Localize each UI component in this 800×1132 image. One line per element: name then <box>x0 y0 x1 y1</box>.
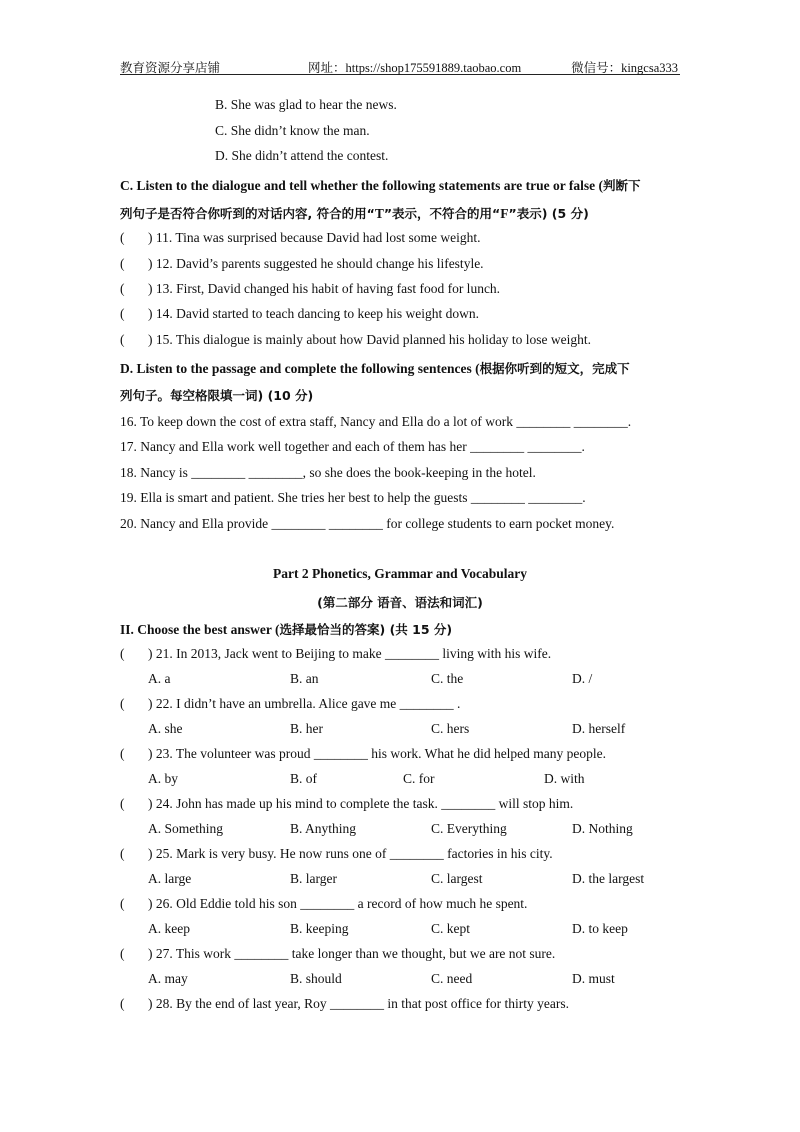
option-b: B. She was glad to hear the news. <box>215 97 397 112</box>
option-c: C. She didn’t know the man. <box>215 123 370 138</box>
tf-item-11: ( ) 11. Tina was surprised because David had lost some weight. <box>120 230 481 245</box>
fill-item-19: 19. Ella is smart and patient. She tries her best to help the guests ________ ________. <box>120 490 586 505</box>
fill-item-17: 17. Nancy and Ella work well together and each of them has her ________ ________. <box>120 439 585 454</box>
mc-option-c: C. Everything <box>431 821 507 836</box>
mc-option-c: C. need <box>431 971 473 986</box>
mc-option-c: C. largest <box>431 871 483 886</box>
mc-question-21: ( ) 21. In 2013, Jack went to Beijing to make ________ living with his wife. <box>120 646 552 661</box>
mc-option-a: A. keep <box>148 921 190 936</box>
mc-option-d: D. must <box>572 971 615 986</box>
tf-item-13: ( ) 13. First, David changed his habit of having fast food for lunch. <box>120 281 501 296</box>
mc-option-b: B. her <box>290 721 323 736</box>
section-c-title-line2: 列句子是否符合你听到的对话内容, 符合的用“T”表示，不符合的用“F”表示) (5 分) <box>120 206 589 221</box>
mc-option-d: D. Nothing <box>572 821 633 836</box>
mc-option-b: B. of <box>290 771 317 786</box>
option-d: D. She didn’t attend the contest. <box>215 148 389 163</box>
mc-option-c: C. hers <box>431 721 470 736</box>
mc-question-24: ( ) 24. John has made up his mind to complete the task. ________ will stop him. <box>120 796 574 811</box>
mc-question-25: ( ) 25. Mark is very busy. He now runs one of ________ factories in his city. <box>120 846 553 861</box>
page-header <box>120 56 680 75</box>
part2-subtitle: (第二部分 语音、语法和词汇) <box>317 595 483 610</box>
shop-name: 教育资源分享店铺 <box>120 61 221 75</box>
mc-question-26: ( ) 26. Old Eddie told his son ________ a record of how much he spent. <box>120 896 528 911</box>
mc-option-d: D. with <box>544 771 585 786</box>
section-c-title-cjk: 判断下 <box>602 178 641 193</box>
tf-item-14: ( ) 14. David started to teach dancing to keep his weight down. <box>120 306 480 321</box>
mc-option-a: A. Something <box>148 821 224 836</box>
tf-item-12: ( ) 12. David’s parents suggested he should change his lifestyle. <box>120 256 484 271</box>
section-c-title-en: C. Listen to the dialogue and tell whether the following statements are true or false ( <box>120 178 603 193</box>
mc-option-b: B. larger <box>290 871 337 886</box>
fill-item-20: 20. Nancy and Ella provide ________ ________ for college students to earn pocket money. <box>120 516 615 531</box>
fill-item-18: 18. Nancy is ________ ________, so she does the book-keeping in the hotel. <box>120 465 536 480</box>
mc-option-a: A. by <box>148 771 178 786</box>
mc-option-c: C. kept <box>431 921 470 936</box>
mc-question-27: ( ) 27. This work ________ take longer than we thought, but we are not sure. <box>120 946 556 961</box>
mc-option-b: B. keeping <box>290 921 349 936</box>
wechat-id: 微信号：kingcsa333 <box>571 61 678 75</box>
section-d-title: D. Listen to the passage and complete the following sentences (根据你听到的短文，完成下 <box>120 361 630 376</box>
mc-option-d: D. herself <box>572 721 626 736</box>
section-c-title <box>120 176 640 194</box>
mc-question-28: ( ) 28. By the end of last year, Roy ________ in that post office for thirty years. <box>120 996 569 1011</box>
part2-title: Part 2 Phonetics, Grammar and Vocabulary <box>273 566 527 581</box>
mc-option-c: C. for <box>403 771 435 786</box>
mc-option-d: D. the largest <box>572 871 645 886</box>
mc-option-b: B. an <box>290 671 319 686</box>
shop-url: 网址：https://shop175591889.taobao.com <box>308 61 522 75</box>
mc-option-a: A. large <box>148 871 192 886</box>
mc-option-d: D. / <box>572 671 593 686</box>
mc-option-a: A. may <box>148 971 188 986</box>
mc-option-d: D. to keep <box>572 921 628 936</box>
mc-option-a: A. she <box>148 721 183 736</box>
tf-item-15: ( ) 15. This dialogue is mainly about how David planned his holiday to lose weight. <box>120 332 591 347</box>
mc-option-b: B. Anything <box>290 821 357 836</box>
mc-option-a: A. a <box>148 671 171 686</box>
mc-option-b: B. should <box>290 971 342 986</box>
mc-question-22: ( ) 22. I didn’t have an umbrella. Alice gave me ________ . <box>120 696 461 711</box>
fill-item-16: 16. To keep down the cost of extra staff, Nancy and Ella do a lot of work ________ ________. <box>120 414 632 429</box>
section-ii-title: II. Choose the best answer (选择最恰当的答案) (共 15 分) <box>120 622 453 637</box>
mc-question-23: ( ) 23. The volunteer was proud ________ his work. What he did helped many people. <box>120 746 607 761</box>
mc-option-c: C. the <box>431 671 464 686</box>
section-d-title-line2: 列句子。每空格限填一词) (10 分) <box>120 388 314 403</box>
